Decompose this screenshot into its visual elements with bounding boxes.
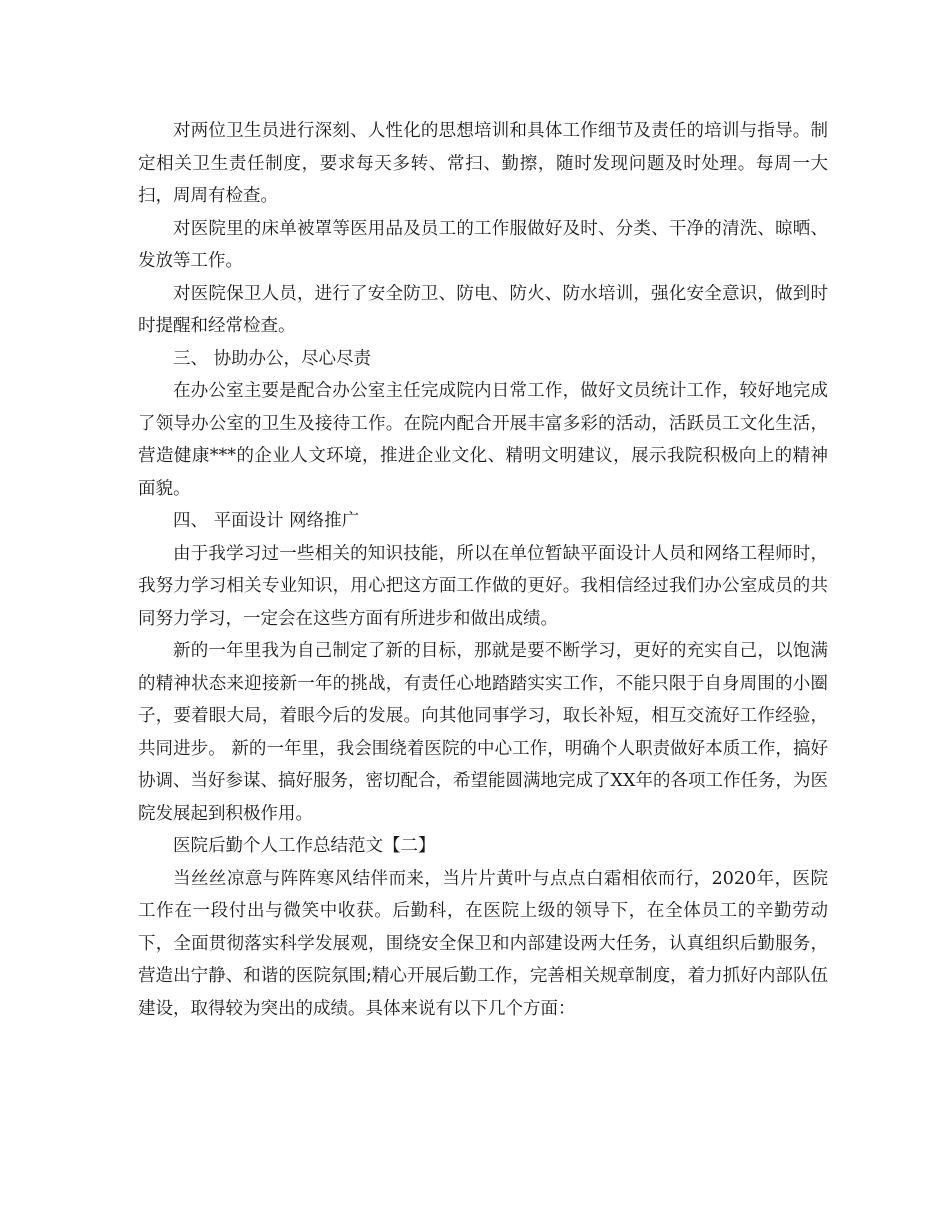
paragraph-security-training: 对医院保卫人员，进行了安全防卫、防电、防火、防水培训，强化安全意识，做到时时提醒和经常检查。 bbox=[138, 283, 828, 336]
section-heading-graphic-design: 四、 平面设计 网络推广 bbox=[173, 511, 360, 531]
document-body bbox=[138, 115, 828, 1025]
paragraph-summary-intro: 当丝丝凉意与阵阵寒风结伴而来，当片片黄叶与点点白霜相依而行，2020年，医院工作在一段付出与微笑中收获。后勤科，在医院上级的领导下，在全体员工的辛勤劳动下，全面贯彻落实科学发展观，围绕安全保卫和内部建设两大任务，认真组织后勤服务，营造出宁静、和谐的医院氛围;精心开展后勤工作，完善相关规章制度，着力抓好内部队伍建设，取得较为突出的成绩。具体来说有以下几个方面： bbox=[138, 868, 828, 1019]
paragraph-laundry: 对医院里的床单被罩等医用品及员工的工作服做好及时、分类、干净的清洗、晾晒、发放等工作。 bbox=[138, 218, 828, 271]
paragraph-office-work: 在办公室主要是配合办公室主任完成院内日常工作，做好文员统计工作，较好地完成了领导办公室的卫生及接待工作。在院内配合开展丰富多彩的活动，活跃员工文化生活，营造健康***的企业人文环境，推进企业文化、精明文明建议，展示我院积极向上的精神面貌。 bbox=[138, 381, 828, 499]
paragraph-cleaning-training: 对两位卫生员进行深刻、人性化的思想培训和具体工作细节及责任的培训与指导。制定相关卫生责任制度，要求每天多转、常扫、勤擦，随时发现问题及时处理。每周一大扫，周周有检查。 bbox=[138, 121, 828, 206]
section-heading-assist-office: 三、 协助办公，尽心尽责 bbox=[173, 348, 372, 369]
paragraph-design-skills: 由于我学习过一些相关的知识技能，所以在单位暂缺平面设计人员和网络工程师时，我努力学习相关专业知识，用心把这方面工作做的更好。我相信经过我们办公室成员的共同努力学习，一定会在这些方面有所进步和做出成绩。 bbox=[138, 543, 828, 629]
article-title-part-two: 医院后勤个人工作总结范文【二】 bbox=[173, 836, 436, 856]
paragraph-new-year-goals: 新的一年里我为自己制定了新的目标，那就是要不断学习，更好的充实自己，以饱满的精神状态来迎接新一年的挑战，有责任心地踏踏实实工作，不能只限于自身周围的小圈子，要着眼大局，着眼今后的发展。向其他同事学习，取长补短，相互交流好工作经验，共同进步。 新的一年里，我会围绕着医院的中心工作，明确个人职责做好本质工作，搞好协调、当好参谋、搞好服务，密切配合，希望能圆满地完成了XX年的各项工作任务，为医院发展起到积极作用。 bbox=[138, 641, 828, 824]
